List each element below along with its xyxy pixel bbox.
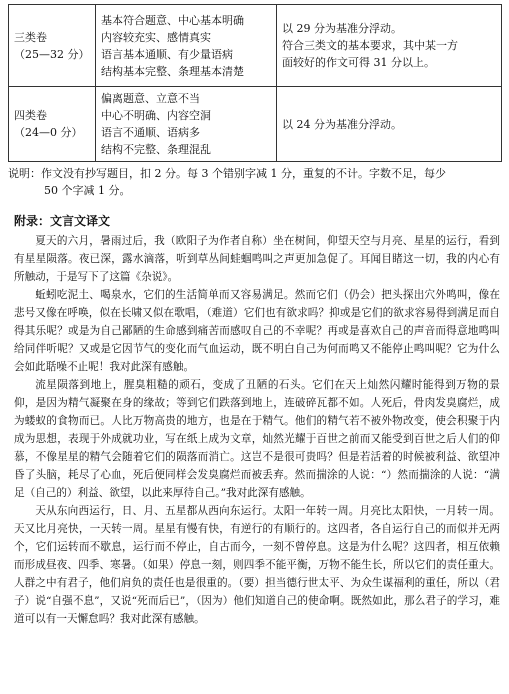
criteria-line: 内容较充实、感情真实	[101, 30, 211, 44]
section-heading: 附录：文言文译文	[14, 214, 111, 228]
rule-line: 以 29 分为基准分浮动。	[282, 22, 402, 35]
note-line: 50 个字减 1 分。	[44, 184, 131, 197]
criteria-cell	[96, 87, 277, 162]
category-range: （24—0 分）	[14, 126, 83, 139]
category-name: 四类卷	[14, 109, 47, 122]
paragraph: 天从东向西运行，日、月、五星都从西向东运行。太阳一年转一周。月亮比太阳快，一月转一周。天又比月亮快，一天转一周。星星有慢有快，有逆行的有顺行的。这四者，各自运行自己的而似并无两个，它们运转而不歇息，运行而不停止，自古而今，一刻不曾停息。这是为什么呢？这四者，相互依赖而形成昼夜、四季、寒暑。（如果）停息一刻，则四季不能平衡，万物不能生长，所以它们的责任重大。人群之中有君子，他们肩负的责任也是很重的。（要）担当德行世太平、为众生谋福利的重任，所以（君子）说“自强不息”，又说“死而后已”，（因为）他们知道自己的使命啊。既然如此，那么君子的学习，难道可以有一天懈怠吗？我对此深有感触。	[14, 505, 500, 625]
table-row	[9, 5, 502, 87]
category-range: （25—32 分）	[14, 47, 90, 61]
paragraph: 蚯蚓吃泥土、喝泉水，它们的生活简单而又容易满足。然而它们（仍会）把头探出穴外鸣叫，像在悲号又像在呼唤，似在长啸又似在歌唱，（难道）它们也有欲求吗？抑或是它们的欲求容易得到满足而自得其乐呢？或是为自己鄙陋的生命感到痛苦而感叹自己的不幸呢？再或是喜欢自己的声音而得意地鸣叫给同伴听呢？又或是它因节气的变化而气血运动，既不明白自己为何而鸣又不能停止鸣叫呢？它为什么会如此聒噪不止呢！我对此深有感触。	[14, 289, 500, 373]
rule-line: 以 24 分为基准分浮动。	[282, 117, 402, 131]
rule-cell	[277, 5, 502, 87]
category-cell	[9, 87, 96, 162]
rule-cell	[277, 87, 502, 162]
criteria-line: 结构基本完整、条理基本清楚	[101, 64, 244, 78]
category-cell	[9, 5, 96, 87]
paragraph: 流星陨落到地上，腥臭粗糙的顽石，变成了丑陋的石头。它们在天上灿然闪耀时能得到万物的景仰，是因为精气凝聚在身的缘故；等到它们跌落到地上，连破碎瓦都不如。人死后，骨肉发臭腐烂，成为蝼蚁的食物而已。人比万物高贵的地方，也是在于精气。他们的精气若不被外物改变，使会积聚于内成为思想，表现于外成就功业，写在纸上成为文章，灿然光耀于百世之前而又能受到百世之后人们的仰慕，不像星星的精气会随着它们的陨落而消亡。这岂不是很可贵吗？但是若活着的时候被利益、欲望冲昏了头脑，耗尽了心血，死后便同样会发臭腐烂而被丢弃。然而揣涂的人说：“）然而揣涂的人说：“满足（自己的）利益、欲望，以此来厚待自己。”我对此深有感触。	[14, 379, 500, 499]
criteria-line: 语言基本通顺、有少量语病	[101, 47, 233, 61]
translation-body	[14, 232, 500, 628]
criteria-line: 中心不明确、内容空洞	[101, 109, 211, 122]
category-name: 三类卷	[14, 30, 47, 44]
note-line: 说明：作文没有抄写题目，扣 2 分。每 3 个错别字减 1 分，重复的不计。字数不足，每少	[8, 167, 446, 180]
grading-table	[8, 4, 502, 162]
paragraph: 夏天的六月，暑雨过后，我（欧阳子为作者自称）坐在树间，仰望天空与月亮、星星的运行，看到有星星陨落。夜已深，露水滴落，听到草丛间蛙蝈鸣叫之声更加急促了。耳闻目睹这一切，我的内心有所触动，于是写下了这篇《杂说》。	[14, 235, 500, 283]
criteria-line: 偏离题意、立意不当	[101, 92, 200, 105]
rule-line: 面较好的作文可得 31 分以上。	[282, 56, 435, 69]
criteria-line: 语言不通顺、语病多	[101, 126, 200, 139]
scoring-note	[8, 165, 502, 199]
criteria-line: 基本符合题意、中心基本明确	[101, 13, 244, 27]
rule-line: 符合三类文的基本要求，其中某一方	[282, 39, 458, 52]
table-row	[9, 87, 502, 162]
criteria-line: 结构不完整、条理混乱	[101, 143, 211, 156]
criteria-cell	[96, 5, 277, 87]
